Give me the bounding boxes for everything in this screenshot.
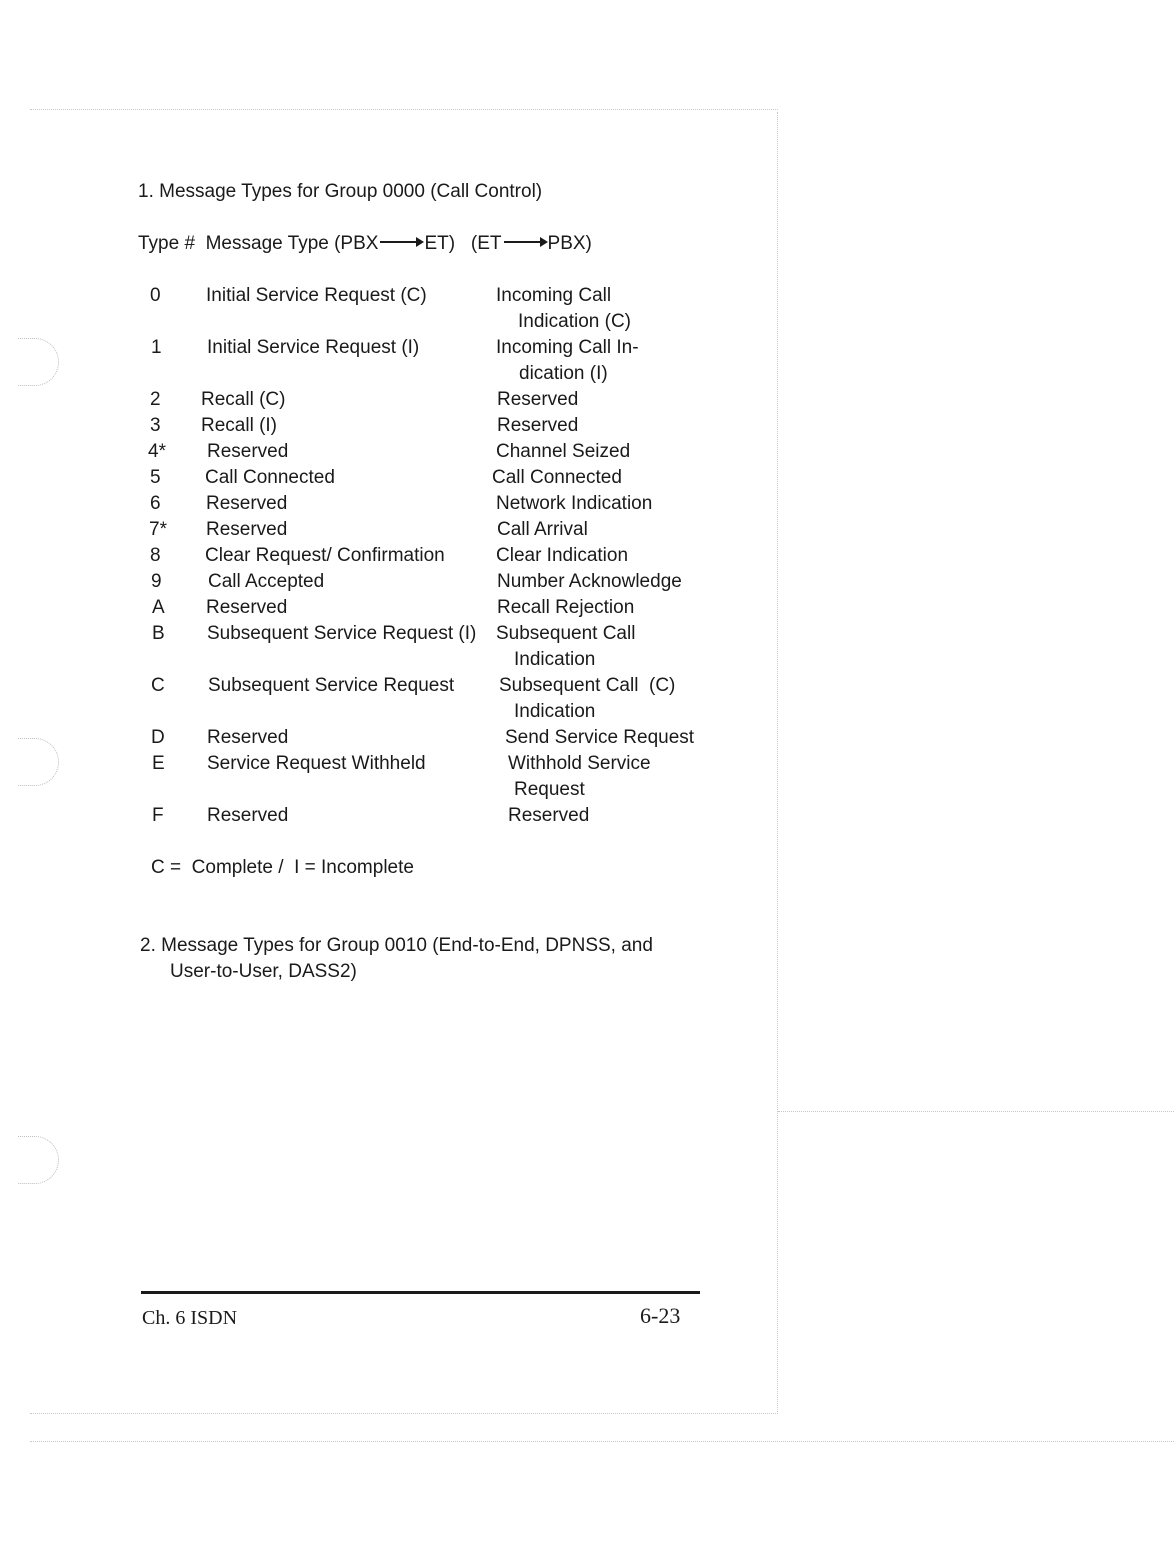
binder-hole-bottom — [18, 1136, 59, 1184]
et-pbx-message: Reserved — [497, 389, 579, 410]
type-number: 4* — [148, 441, 166, 462]
et-pbx-message: Withhold Service — [508, 753, 651, 774]
et-pbx-message-cont: Request — [514, 779, 585, 800]
type-number: D — [151, 727, 165, 748]
pbx-et-message: Reserved — [207, 805, 289, 826]
pbx-et-message: Subsequent Service Request — [208, 675, 455, 696]
et-pbx-message: Network Indication — [496, 493, 653, 514]
pbx-et-message: Reserved — [207, 727, 289, 748]
footer-rule — [141, 1291, 700, 1294]
right-arrow-icon — [380, 241, 422, 243]
pbx-et-message: Clear Request/ Confirmation — [205, 545, 445, 566]
pbx-et-message: Recall (I) — [201, 415, 278, 436]
et-pbx-message: Call Arrival — [497, 519, 588, 540]
et-pbx-message: Clear Indication — [496, 545, 629, 566]
type-number: 8 — [150, 545, 161, 566]
pbx-et-message: Reserved — [206, 493, 288, 514]
et-pbx-message: Incoming Call — [496, 285, 612, 306]
scan-border-middle — [778, 1111, 1174, 1112]
type-number: 7* — [149, 519, 167, 540]
type-number: C — [151, 675, 165, 696]
et-pbx-message: Number Acknowledge — [497, 571, 682, 592]
table-header — [138, 231, 592, 257]
legend: C = Complete / I = Incomplete — [151, 857, 414, 878]
section-1-heading: 1. Message Types for Group 0000 (Call Control) — [138, 181, 543, 202]
scan-border-lower — [30, 1441, 1174, 1442]
et-pbx-message: Reserved — [497, 415, 579, 436]
et-pbx-message-cont: Indication (C) — [518, 311, 631, 332]
pbx-et-message: Reserved — [206, 519, 288, 540]
pbx-label: PBX) — [547, 233, 592, 254]
type-number: A — [152, 597, 165, 618]
et-pbx-message-cont: Indication — [514, 701, 596, 722]
type-column-header: Type # — [138, 233, 196, 254]
et-pbx-message: Channel Seized — [496, 441, 631, 462]
type-number: E — [152, 753, 165, 774]
et-pbx-message: Incoming Call In- — [496, 337, 639, 358]
pbx-et-message: Call Accepted — [208, 571, 325, 592]
et-pbx-message: Reserved — [508, 805, 590, 826]
et-pbx-message-cont: dication (I) — [519, 363, 608, 384]
pbx-et-message: Recall (C) — [201, 389, 286, 410]
type-number: B — [152, 623, 165, 644]
type-number: 0 — [150, 285, 161, 306]
scan-border-top — [30, 109, 778, 110]
et-pbx-message-cont: Indication — [514, 649, 596, 670]
scan-border-bottom — [30, 1413, 778, 1414]
type-number: 6 — [150, 493, 161, 514]
et-label: ET) — [424, 233, 456, 254]
et-pbx-message: Subsequent Call — [496, 623, 636, 644]
pbx-et-message: Subsequent Service Request (I) — [207, 623, 477, 644]
footer-chapter: Ch. 6 ISDN — [142, 1307, 238, 1329]
type-number: 2 — [150, 389, 161, 410]
et-pbx-message: Recall Rejection — [497, 597, 635, 618]
pbx-et-message: Reserved — [206, 597, 288, 618]
pbx-et-message: Call Connected — [205, 467, 335, 488]
page-number: 6-23 — [640, 1303, 681, 1328]
message-type-column-header: Message Type (PBX — [205, 233, 379, 254]
type-number: 9 — [151, 571, 162, 592]
et-pbx-message: Call Connected — [492, 467, 622, 488]
right-arrow-icon — [504, 241, 546, 243]
et-pbx-message: Subsequent Call (C) — [499, 675, 676, 696]
pbx-et-message: Initial Service Request (I) — [207, 337, 420, 358]
binder-hole-top — [18, 338, 59, 386]
pbx-et-message: Initial Service Request (C) — [206, 285, 427, 306]
pbx-et-message: Service Request Withheld — [207, 753, 426, 774]
section-2-heading-cont: User-to-User, DASS2) — [170, 961, 357, 982]
type-number: 5 — [150, 467, 161, 488]
type-number: F — [152, 805, 164, 826]
pbx-et-message: Reserved — [207, 441, 289, 462]
type-number: 3 — [150, 415, 161, 436]
binder-hole-middle — [18, 738, 59, 786]
et-pbx-message: Send Service Request — [505, 727, 695, 748]
section-2-heading: 2. Message Types for Group 0010 (End-to-End, DPNSS, and — [140, 935, 653, 956]
type-number: 1 — [151, 337, 162, 358]
et-pbx-column-open: (ET — [470, 233, 502, 254]
scan-border-right — [777, 112, 778, 1414]
